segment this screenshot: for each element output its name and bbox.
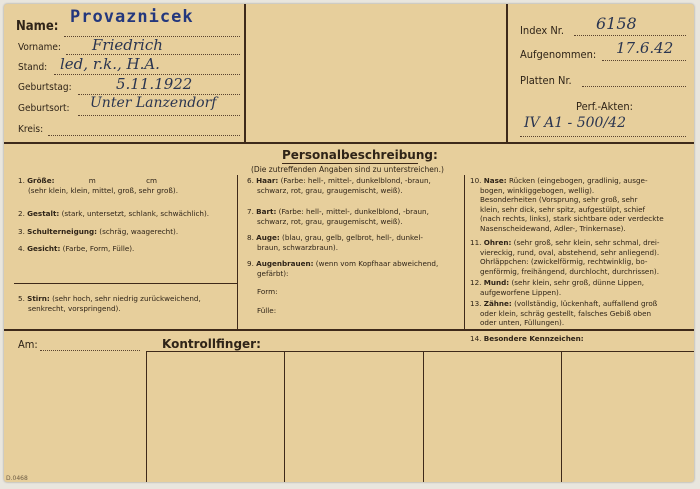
name-label: Name: <box>16 19 59 34</box>
finger-box-1 <box>146 351 147 482</box>
item-haar: 6. Haar: (Farbe: hell-, mittel-, dunkelblond, -braun, schwarz, rot, grau, graugemischt, weiß). <box>247 176 431 195</box>
am-line <box>40 350 140 351</box>
item-schulterneigung: 3. Schulterneigung: (schräg, waagerecht). <box>18 227 179 236</box>
index-line <box>574 35 686 36</box>
vorname-label: Vorname: <box>18 42 61 53</box>
name-value: Provaznicek <box>70 7 194 27</box>
item-nase: 10. Nase: Rücken (eingebogen, gradlinig, ausge- bogen, winkliggebogen, wellig). Besonderheiten (Vorsprung, sehr groß, sehr klein, sehr dick, sehr spitz, aufgestülpt, schief (nach rechts, links), stark sichtbare oder verdeckte Nasenscheidewand, Adler-, Trinkernase). <box>470 176 664 233</box>
kreis-line <box>48 135 240 136</box>
divider-col2 <box>464 175 465 329</box>
item-bart: 7. Bart: (Farbe: hell-, mittel-, dunkelblond, -braun, schwarz, rot, grau, graugemischt, weiß). <box>247 207 429 226</box>
description-subtitle: (Die zutreffenden Angaben sind zu unterstreichen.) <box>251 165 444 174</box>
divider-item5 <box>14 283 237 284</box>
fuelle-label: Fülle: <box>257 306 277 315</box>
aufgenommen-label: Aufgenommen: <box>520 48 597 61</box>
personnel-record-card <box>4 4 694 482</box>
item-mund: 12. Mund: (sehr klein, sehr groß, dünne Lippen, aufgeworfene Lippen). <box>470 278 645 297</box>
personalbeschreibung-title: Personalbeschreibung: <box>282 148 438 162</box>
aufgenommen-value: 17.6.42 <box>616 39 674 57</box>
print-code: D.0468 <box>6 475 28 482</box>
finger-box-top <box>146 351 694 352</box>
title-underline <box>282 163 418 164</box>
divider-top-section <box>4 142 694 144</box>
stand-value: led, r.k., H.A. <box>60 55 160 73</box>
finger-box-2 <box>284 351 285 482</box>
vorname-value: Friedrich <box>92 36 163 54</box>
item-augenbrauen: 9. Augenbrauen: (wenn vom Kopfhaar abweichend, gefärbt): <box>247 259 439 278</box>
geburtstag-label: Geburtstag: <box>18 82 72 93</box>
item-gestalt: 2. Gestalt: (stark, untersetzt, schlank, schwächlich). <box>18 209 210 218</box>
aufgenommen-line <box>602 60 686 61</box>
perso-akten-label: Perf.-Akten: <box>576 100 633 113</box>
kontrollfinger-title: Kontrollfinger: <box>162 337 261 351</box>
geburtstag-value: 5.11.1922 <box>116 75 193 93</box>
divider-col1 <box>237 175 238 329</box>
index-value: 6158 <box>596 14 637 33</box>
stand-label: Stand: <box>18 62 48 73</box>
geburtsort-label: Geburtsort: <box>18 103 70 114</box>
form-label: Form: <box>257 287 278 296</box>
item-ohren: 11. Ohren: (sehr groß, sehr klein, sehr schmal, drei- viereckig, rund, oval, abstehend, sehr anliegend). Ohrläppchen: (zwickelförmig, rechtwinklig, bo- genförmig, freihängend, durchlocht, durchrissen). <box>470 238 660 276</box>
item-stirn: 5. Stirn: (sehr hoch, sehr niedrig zurückweichend, senkrecht, vorspringend). <box>18 294 201 313</box>
platten-label: Platten Nr. <box>520 74 572 87</box>
item-zaehne: 13. Zähne: (vollständig, lückenhaft, auffallend groß oder klein, schräg gestellt, falsches Gebiß oben oder unten, Füllungen). <box>470 299 658 328</box>
kreis-label: Kreis: <box>18 124 44 135</box>
index-label: Index Nr. <box>520 24 564 37</box>
am-label: Am: <box>18 338 38 351</box>
item-groesse: 1. Größe: m cm (sehr klein, klein, mittel, groß, sehr groß). <box>18 176 178 195</box>
divider-photo-left <box>244 4 246 142</box>
item-gesicht: 4. Gesicht: (Farbe, Form, Fülle). <box>18 244 135 253</box>
perso-akten-line <box>520 136 686 137</box>
geburtsort-value: Unter Lanzendorf <box>90 95 217 111</box>
divider-fingerprint-section <box>4 329 694 331</box>
perso-akten-value: IV A1 - 500/42 <box>524 115 626 131</box>
divider-photo-right <box>506 4 508 142</box>
item-besondere-kennzeichen: 14. Besondere Kennzeichen: <box>470 334 584 343</box>
item-auge: 8. Auge: (blau, grau, gelb, gelbrot, hell-, dunkel- braun, schwarzbraun). <box>247 233 423 252</box>
finger-box-4 <box>561 351 562 482</box>
geburtsort-line <box>78 115 240 116</box>
finger-box-3 <box>423 351 424 482</box>
platten-line <box>582 86 686 87</box>
